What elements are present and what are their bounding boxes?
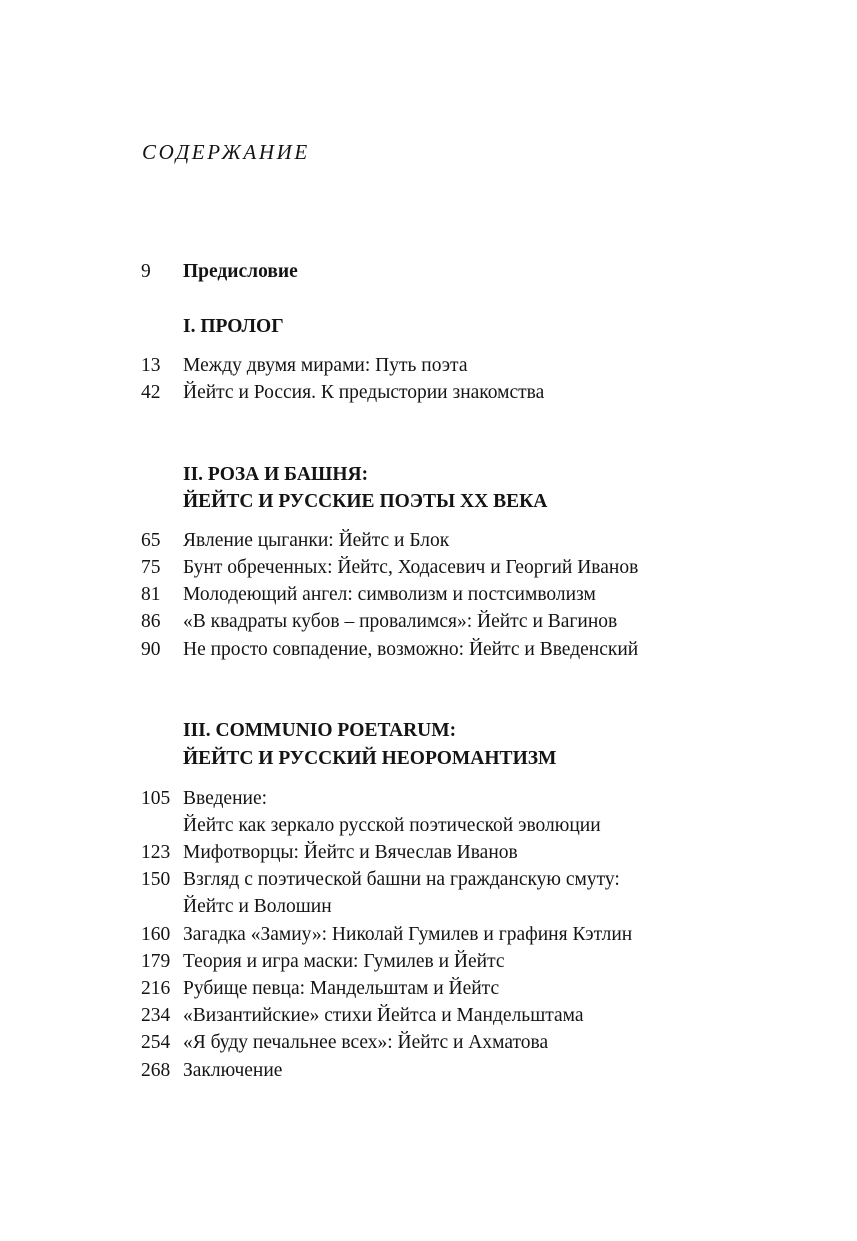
page-number: 179 [141,951,171,972]
entry-label: Бунт обреченных: Йейтс, Ходасевич и Георгий Иванов [183,557,639,578]
entry-label: Молодеющий ангел: символизм и постсимволизм [183,584,596,605]
entry-label-continuation: Йейтс и Волошин [183,896,332,917]
entry-label: Йейтс и Россия. К предыстории знакомства [183,382,545,403]
page-number: 160 [141,924,171,945]
page-number: 13 [141,355,161,376]
entry-label: «Я буду печальнее всех»: Йейтс и Ахматова [183,1032,549,1053]
toc-entry[interactable] [0,636,857,664]
toc-entry[interactable] [0,554,857,582]
toc-entry[interactable] [0,948,857,976]
toc-entry[interactable] [0,866,857,894]
toc-entry[interactable] [0,1002,857,1030]
section-heading-communio: III. COMMUNIO POETARUM: [183,720,457,741]
toc-entry-continuation[interactable] [0,893,857,921]
page-number: 150 [141,869,171,890]
page-number: 123 [141,842,171,863]
entry-label: «В квадраты кубов – провалимся»: Йейтс и Вагинов [183,611,618,632]
page-number: 90 [141,639,161,660]
entry-label: Не просто совпадение, возможно: Йейтс и Введенский [183,639,639,660]
page-number: 42 [141,382,161,403]
entry-label: Взгляд с поэтической башни на гражданскую смуту: [183,869,620,890]
page-number: 105 [141,788,171,809]
entry-label: Явление цыганки: Йейтс и Блок [183,530,450,551]
toc-entry[interactable] [0,785,857,813]
toc-entry[interactable] [0,608,857,636]
toc-entry[interactable] [0,975,857,1003]
toc-entry[interactable] [0,839,857,867]
page-number: 86 [141,611,161,632]
page-number: 65 [141,530,161,551]
toc-entry[interactable] [0,1057,857,1085]
page-number: 234 [141,1005,171,1026]
page-number: 75 [141,557,161,578]
entry-label: Мифотворцы: Йейтс и Вячеслав Иванов [183,842,518,863]
entry-label: «Византийские» стихи Йейтса и Мандельштама [183,1005,584,1026]
toc-entry-continuation[interactable] [0,812,857,840]
section-heading-rose-tower-subtitle: ЙЕЙТС И РУССКИЕ ПОЭТЫ XX ВЕКА [183,491,548,512]
toc-entry[interactable] [0,527,857,555]
entry-label-continuation: Йейтс как зеркало русской поэтической эволюции [183,815,601,836]
section-heading-communio-subtitle: ЙЕЙТС И РУССКИЙ НЕОРОМАНТИЗМ [183,748,557,769]
page-number: 81 [141,584,161,605]
section-heading-rose-tower: II. РОЗА И БАШНЯ: [183,464,369,485]
entry-label: Загадка «Замиу»: Николай Гумилев и графиня Кэтлин [183,924,633,945]
toc-entry[interactable] [0,352,857,380]
page-number: 216 [141,978,171,999]
entry-label: Заключение [183,1060,283,1081]
page-number: 254 [141,1032,171,1053]
toc-entry[interactable] [0,581,857,609]
entry-label: Между двумя мирами: Путь поэта [183,355,468,376]
entry-label: Предисловие [183,261,298,282]
entry-label: Рубище певца: Мандельштам и Йейтс [183,978,500,999]
toc-entry[interactable] [0,379,857,407]
entry-label: Теория и игра маски: Гумилев и Йейтс [183,951,505,972]
page-number: 268 [141,1060,171,1081]
section-heading-prologue: I. ПРОЛОГ [183,316,284,337]
page-number: 9 [141,261,151,282]
toc-entry[interactable] [0,921,857,949]
toc-entry[interactable] [0,1029,857,1057]
toc-entry-preface[interactable] [0,258,857,286]
toc-title: СОДЕРЖАНИЕ [142,140,310,164]
entry-label: Введение: [183,788,268,809]
